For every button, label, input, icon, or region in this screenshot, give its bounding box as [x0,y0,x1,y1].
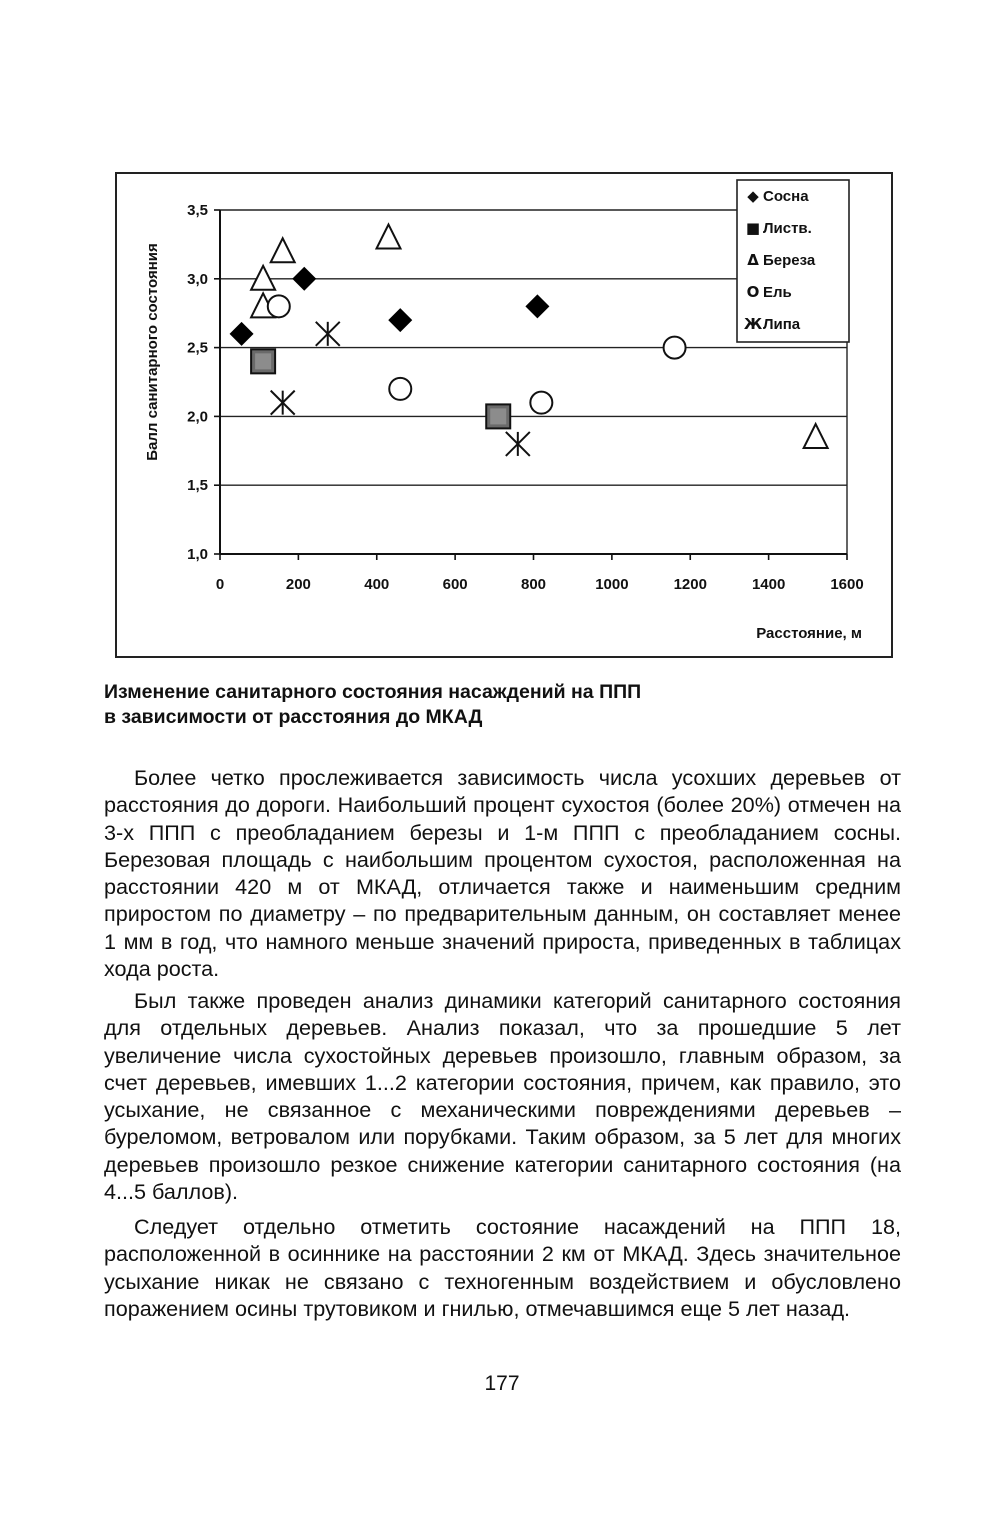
data-point-square [251,349,275,373]
y-tick-label: 1,0 [187,546,208,563]
y-tick-label: 2,5 [187,339,208,357]
body-paragraph-2: Был также проведен анализ динамики категорий санитарного состояния для отдельных деревьев. Анализ показал, что за прошедшие 5 лет увеличение числа сухостойных деревьев произошло, главным образом, за счет деревьев, имевших 1...2 категории состояния, причем, как правило, это усыхание, не связанное с механическими повреждениями деревьев – буреломом, ветровалом или порубками. Таким образом, за 5 лет для многих деревьев произошло резкое снижение категории санитарного состояния (на 4...5 баллов). [104,988,901,1205]
data-point-diamond [388,308,412,332]
x-tick-label: 200 [285,576,311,593]
data-point-circle [389,378,411,400]
y-tick-label: 1,5 [187,477,208,495]
x-tick-label: 1600 [830,576,864,593]
data-point-circle [664,337,686,359]
data-point-square [486,404,510,428]
legend-label: Листв. [763,220,812,237]
data-point-triangle [804,424,828,448]
x-axis-label: Расстояние, м [756,625,862,642]
data-point-circle [530,392,552,414]
caption-line-2: в зависимости от расстояния до МКАД [104,706,483,728]
body-paragraph-3: Следует отдельно отметить состояние насаждений на ППП 18, расположенной в осиннике на расстоянии 2 км от МКАД. Здесь значительное усыхание никак не связано с техногенным воздействием и обусловлено поражением осины трутовиком и гнилью, отмечавшимся еще 5 лет назад. [104,1214,901,1321]
x-tick-label: 1000 [595,576,629,593]
data-point-asterisk [506,432,530,456]
legend-label: Липа [763,316,801,333]
legend-symbol-asterisk: Ж [743,315,763,333]
x-tick-label: 1200 [673,576,707,593]
legend-symbol-diamond: ◆ [747,187,759,205]
legend-label: Сосна [763,188,809,205]
legend-symbol-circle: O [746,283,760,301]
y-tick-label: 3,0 [187,270,208,288]
figure-caption [104,680,884,730]
data-point-circle [268,295,290,317]
y-tick-label: 2,0 [187,408,208,426]
chart-figure [115,172,893,658]
data-point-asterisk [316,322,340,346]
page-number: 177 [484,1372,520,1395]
legend-symbol-triangle: Δ [747,251,759,269]
x-tick-label: 800 [520,576,547,593]
data-point-diamond [525,294,549,318]
data-point-asterisk [271,391,295,415]
legend-label: Ель [763,284,792,301]
scatter-chart [117,174,895,660]
y-tick-label: 3,5 [187,202,208,219]
x-tick-label: 400 [364,576,390,593]
data-point-diamond [292,267,316,291]
x-tick-label: 1400 [751,576,786,593]
data-point-triangle [271,238,295,262]
y-axis-label: Балл санитарного состояния [144,243,161,461]
legend-symbol-square: ■ [745,219,761,237]
x-tick-label: 0 [215,576,225,593]
data-point-diamond [230,322,254,346]
body-paragraph-1: Более четко прослеживается зависимость числа усохших деревьев от расстояния до дороги. Наибольший процент сухостоя (более 20%) отмечен на 3-х ППП с преобладанием березы и 1-м ППП с преобладанием сосны. Березовая площадь с наибольшим процентом сухостоя, расположенная на расстоянии 420 м от МКАД, отличается также и наименьшим средним приростом по диаметру – по предварительным данным, он составляет менее 1 мм в год, что намного меньше значений прироста, приведенных в таблицах хода роста. [104,765,901,982]
caption-line-1: Изменение санитарного состояния насаждений на ППП [104,681,642,703]
x-tick-label: 600 [442,576,468,593]
data-point-triangle [377,225,401,249]
data-point-triangle [251,266,275,290]
legend-label: Береза [763,252,816,269]
